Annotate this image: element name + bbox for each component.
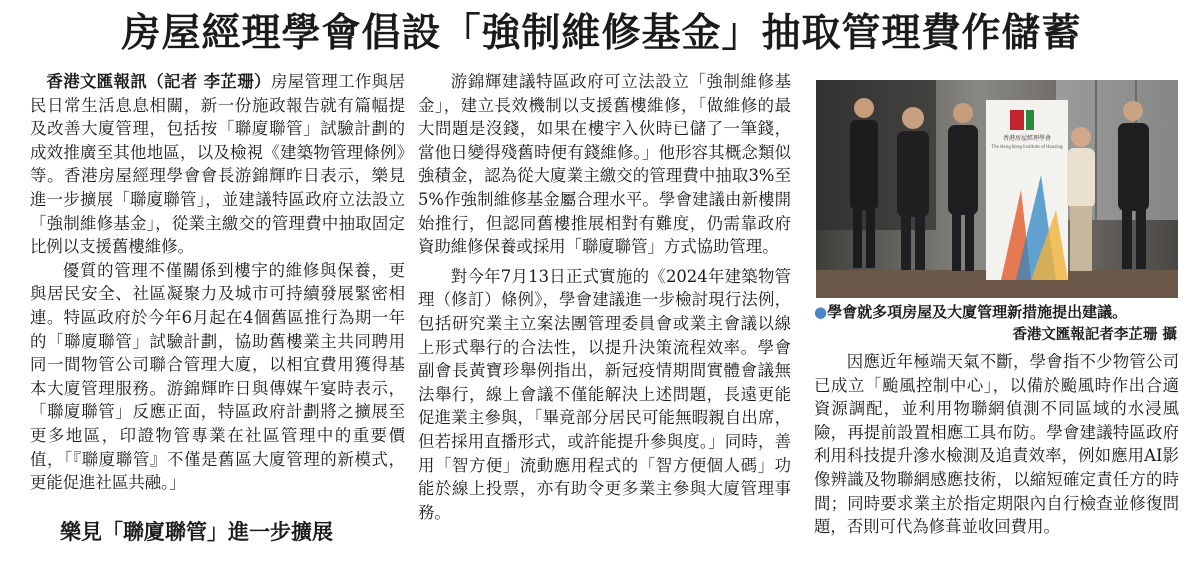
photo-caption: [814, 301, 1180, 323]
paragraph-5: 因應近年極端天氣不斷，學會指不少物管公司已成立「颱風控制中心」，以備於颱風時作出合適資源調配，並利用物聯網偵測不同區域的水浸風險，再提前設置相應工具布防。學會建議特區政府利用科技提升滲水檢測及追責效率，例如應用AI影像辨識及物聯網感應技術，以縮短確定責任方的時間；同時要求業主於指定期限內自行檢查並修復問題，否則可代為修葺並收回費用。: [814, 352, 1179, 537]
headline: 房屋經理學會倡設「強制維修基金」抽取管理費作儲蓄: [121, 11, 1082, 56]
banner-subtitle: The Hong Kong Institute of Housing: [991, 144, 1063, 149]
paragraph-1: [30, 70, 405, 259]
column-3: [814, 350, 1179, 539]
person-4: [1067, 127, 1095, 271]
news-photo: [816, 80, 1178, 298]
subheading: 樂見「聯廈聯管」進一步擴展: [60, 520, 333, 544]
caption-bullet: ●: [814, 303, 828, 321]
banner-title: 香港房屋經理學會: [1002, 135, 1052, 142]
paragraph-1-text: 房屋管理工作與居民日常生活息息相關，新一份施政報告就有篇幅提及改善大廈管理，包括按「聯廈聯管」試驗計劃的成效推廣至其他地區，以及檢視《建築物管理條例》等。香港房屋經理學會會長游錦輝昨日表示，樂見進一步擴展「聯廈聯管」，並建議特區政府立法設立「強制維修基金」，從業主繳交的管理費中抽取固定比例以支援舊樓維修。: [30, 72, 405, 257]
paragraph-2: 優質的管理不僅關係到樓宇的維修與保養，更與居民安全、社區凝聚力及城市可持續發展緊密相連。特區政府於今年6月起在4個舊區推行為期一年的「聯廈聯管」試驗計劃，協助舊樓業主共同聘用同一間物管公司聯合管理大廈，以相宜費用獲得基本大廈管理服務。游錦輝昨日與傳媒午宴時表示，「聯廈聯管」反應正面，特區政府計劃將之擴展至更多地區，印證物管專業在社區管理中的重要價值，「『聯廈聯管』不僅是舊區大廈管理的新模式，更能促進社區共融。」: [30, 260, 405, 493]
column-2: [418, 70, 791, 524]
paragraph-3: 游錦輝建議特區政府可立法設立「強制維修基金」，建立長效機制以支援舊樓維修，「做維修的最大問題是沒錢，如果在樓宇入伙時已儲了一筆錢，當他日變得殘舊時便有錢維修。」他形容其概念類似強積金，認為從大廈業主繳交的管理費中抽取3%至5%作強制維修基金屬合理水平。學會建議由新樓開始推行，但認同舊樓推展相對有難度，仍需靠政府資助維修保養或採用「聯廈聯管」方式協助管理。: [418, 72, 791, 257]
photo-credit: 香港文匯報記者李芷珊 攝: [1012, 327, 1177, 343]
caption-text: 學會就多項房屋及大廈管理新措施提出建議。: [827, 303, 1128, 321]
paragraph-4: 對今年7月13日正式實施的《2024年建築物管理（修訂）條例》，學會建議進一步檢討現行法例，包括研究業主立案法團管理委員會或業主會議以線上形式舉行的合法性，以提升決策流程效率。學會副會長黃寶珍舉例指出，新冠疫情期間實體會議無法舉行，線上會議不僅能解決上述問題，長遠更能促進業主參與，「畢竟部分居民可能無暇親自出席，但若採用直播形式，或許能提升參與度。」同時，善用「智方便」流動應用程式的「智方便個人碼」功能於線上投票，亦有助令更多業主參與大廈管理事務。: [418, 266, 791, 522]
column-1: [30, 70, 405, 495]
photo-illustration: [816, 80, 1178, 298]
byline: 香港文匯報訊（記者 李芷珊）: [46, 72, 271, 91]
